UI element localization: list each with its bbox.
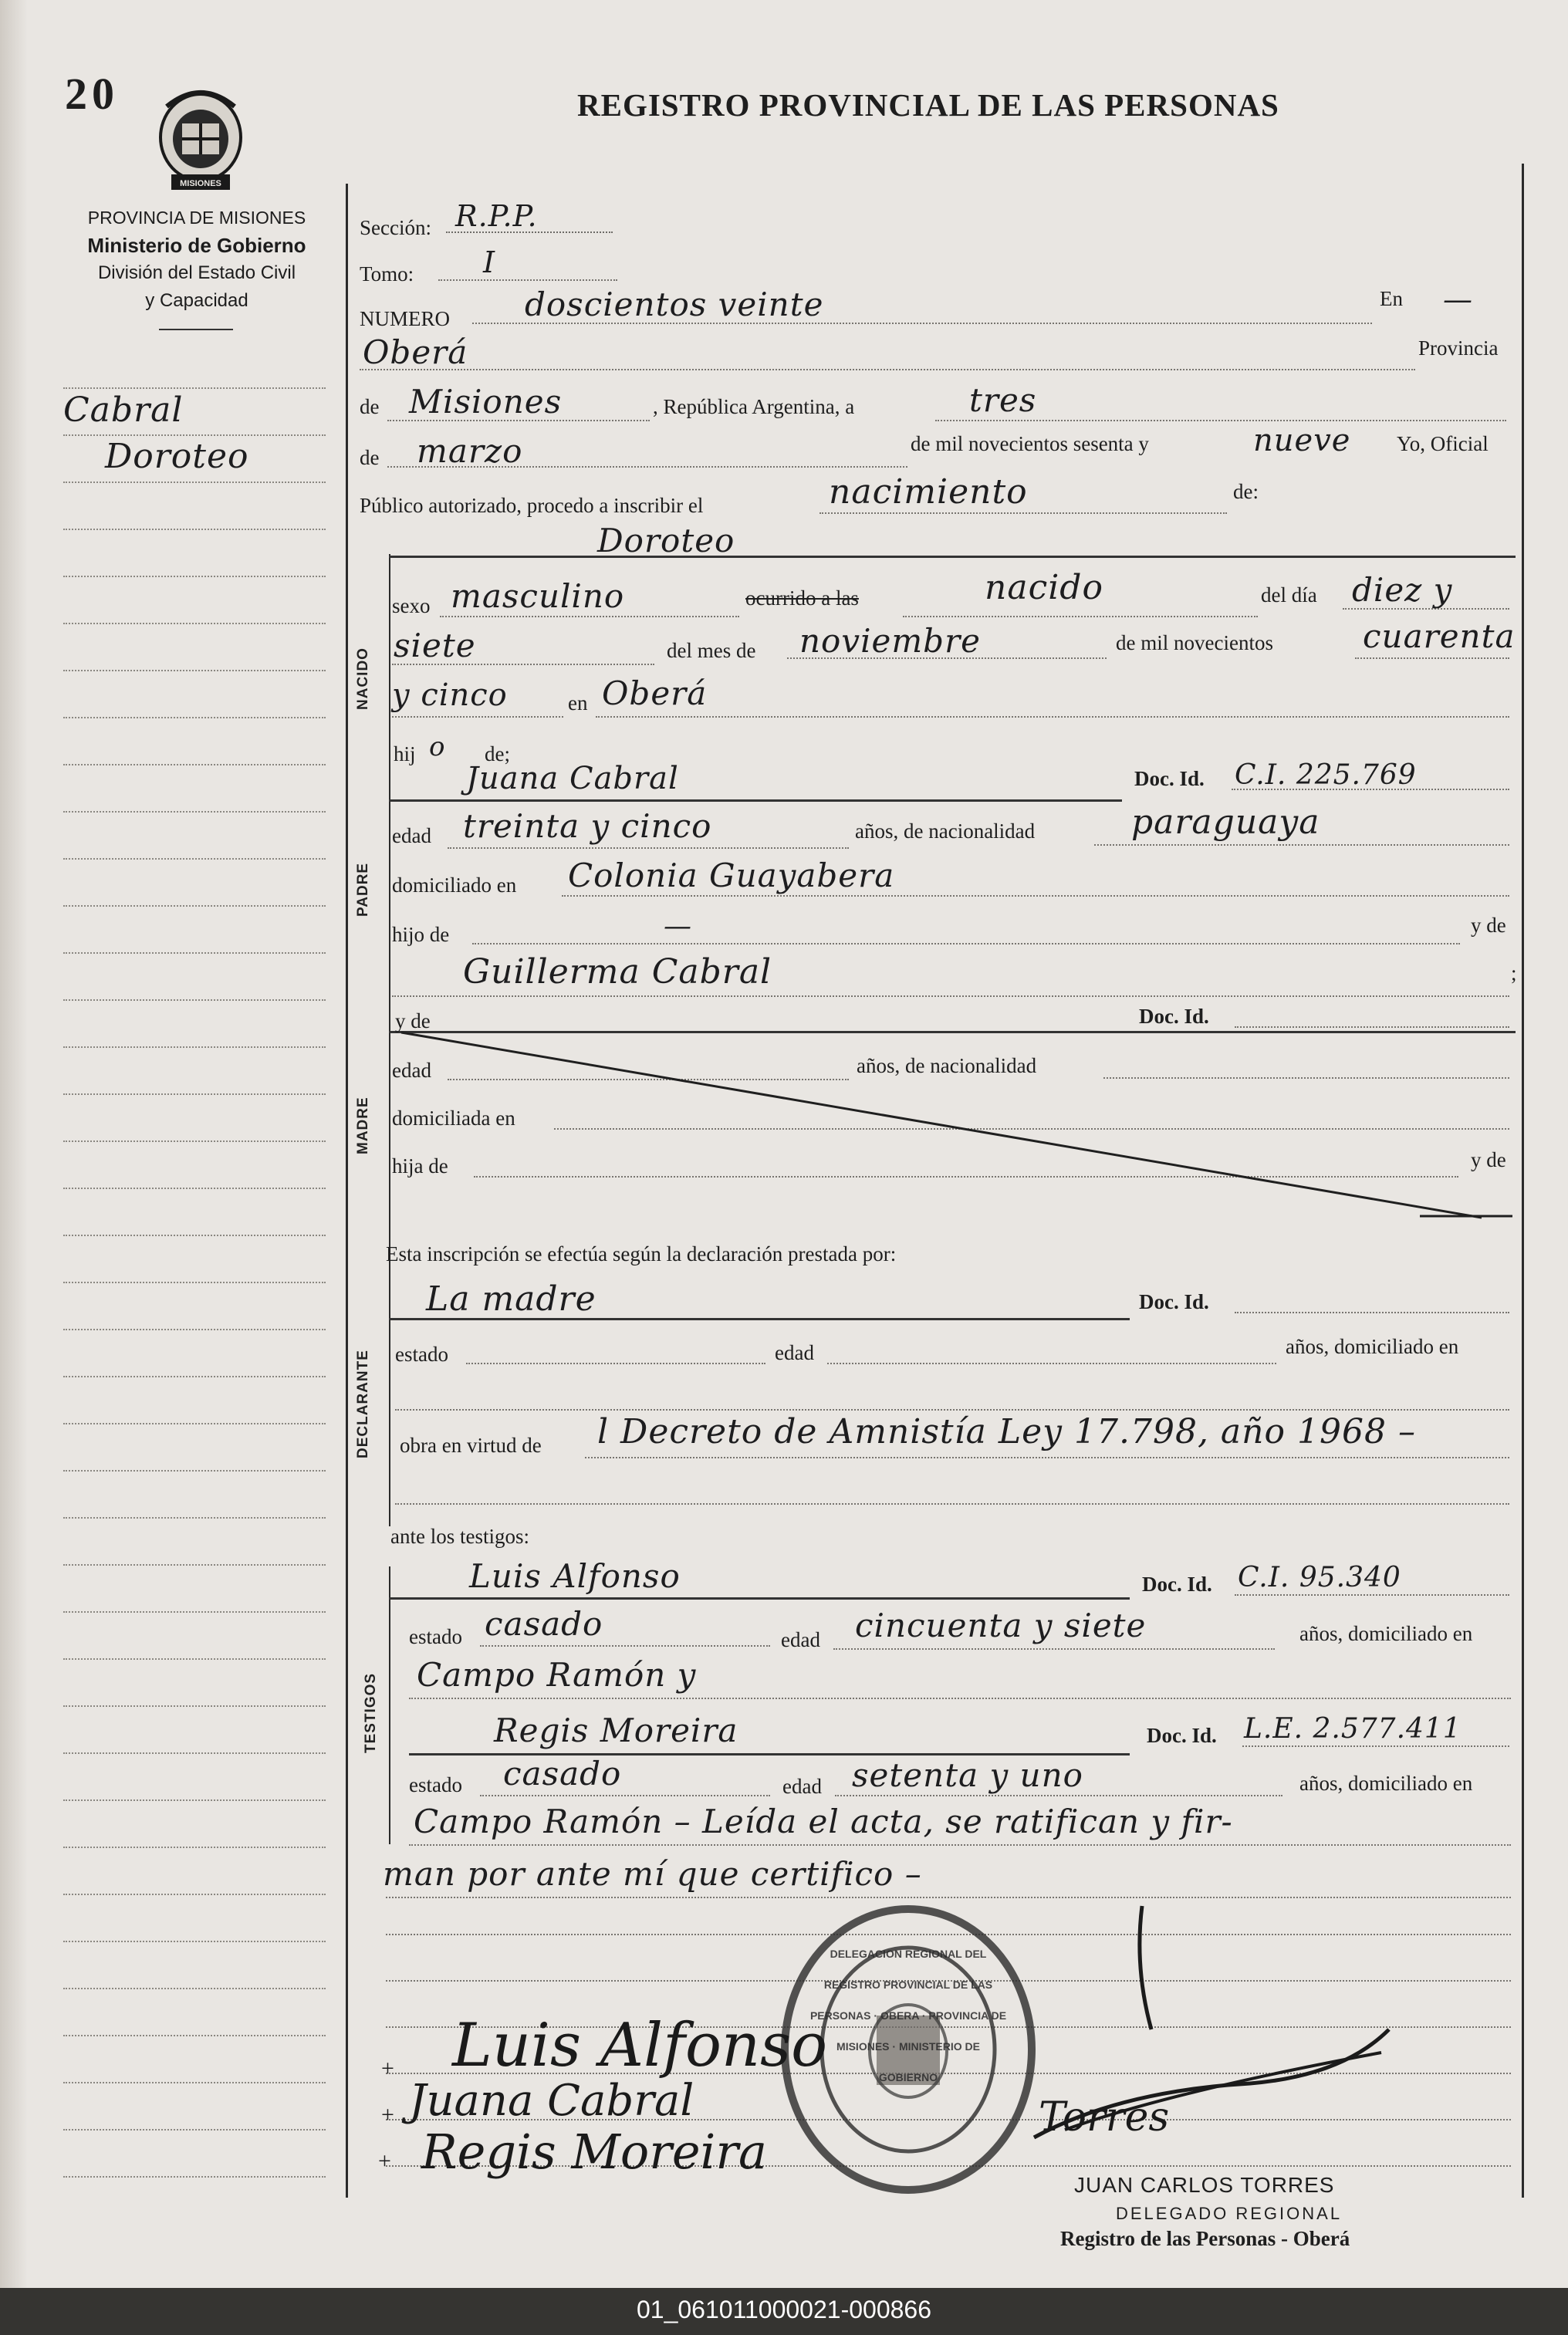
obra-field-2 [395,1503,1509,1505]
t1-name-line [389,1597,1130,1600]
padre-nacionalidad-field [1094,844,1509,846]
declarante-estado-label: estado [395,1343,448,1366]
t1-edad-label: edad [781,1628,820,1651]
margin-rule [63,670,326,671]
margin-rule [63,1282,326,1283]
padre-doc-label: Doc. Id. [1134,767,1205,790]
sexo-field [440,616,739,617]
declarante-edad-field [827,1363,1276,1364]
madre-y-de-label: y de [395,1009,431,1032]
hijo-value: o [429,732,446,762]
margin-rule [63,764,326,765]
margin-rule [63,2129,326,2131]
province-value: Misiones [409,383,563,421]
margin-rule [63,905,326,907]
t2-estado-field [480,1795,770,1796]
org-line-2: Ministerio de Gobierno [87,234,306,257]
anio-field-2 [392,716,563,718]
margin-rule [63,529,326,530]
margin-rule [63,1093,326,1095]
republica-text: , República Argentina, a [653,395,855,418]
t1-domicilio-field [409,1698,1511,1699]
ocurrido-text: ocurrido a las [745,586,859,610]
padre-hijo-de-value: — [664,911,692,942]
en-label: En [1380,287,1403,310]
page-number: 20 [65,69,119,119]
padre-name-value: Juana Cabral [466,761,679,796]
madre-cancel-strike [386,1026,1520,1227]
sexo-label: sexo [392,594,431,617]
del-mes-label: del mes de [667,639,756,662]
margin-rule [63,1988,326,1989]
padre-doc-value: C.I. 225.769 [1235,759,1417,791]
numero-value: doscientos veinte [525,286,824,323]
t2-estado-label: estado [409,1773,462,1796]
margin-rule [63,1376,326,1377]
margin-rule [63,482,326,483]
city-value: Oberá [363,333,468,371]
svg-text:MISIONES: MISIONES [180,179,221,188]
anio-value: cuarenta [1363,617,1516,655]
official-name: JUAN CARLOS TORRES [1074,2173,1335,2197]
image-id-bar [0,2288,1568,2335]
padre-edad-value: treinta y cinco [463,807,712,845]
tomo-value: I [483,245,496,279]
padre-domicilio-field [562,895,1509,897]
nacido-value: nacido [985,568,1103,607]
hijo-de-label: de; [485,742,510,765]
margin-rule [63,2176,326,2178]
inner-section-line-3 [389,1566,390,1844]
margin-rule [63,1658,326,1660]
margin-rule [63,717,326,718]
cross-mark-3: + [378,2148,391,2174]
margin-rule [63,2082,326,2083]
margin-rule [63,1752,326,1754]
margin-rule [63,999,326,1001]
t1-doc-label: Doc. Id. [1142,1573,1212,1596]
dia-value: diez y [1352,571,1453,609]
obra-field [585,1457,1509,1458]
official-signature: Torres [1039,2094,1170,2141]
nacido-name-line [389,556,1516,558]
image-id-text: 01_061011000021-000866 [636,2296,931,2323]
closing-value: man por ante mí que certifico – [383,1855,922,1893]
t2-doc-value: L.E. 2.577.411 [1244,1713,1462,1745]
margin-rule [63,434,326,436]
t1-doc-value: C.I. 95.340 [1238,1562,1401,1593]
tomo-label: Tomo: [360,262,414,286]
declarante-estado-field [466,1363,765,1364]
margin-rule [63,1235,326,1236]
madre-y-de: y de [1471,1148,1506,1171]
city-field [360,369,1415,370]
lugar-field [596,716,1509,718]
stamp-text: DELEGACION REGIONAL DEL REGISTRO PROVINCIAL DE LAS PERSONAS · OBERA · PROVINCIA DE MISIONES · MINISTERIO DE GOBIERNO [809,1948,1007,2083]
padre-domicilio-label: domiciliado en [392,874,517,897]
margin-rule [63,576,326,577]
margin-rule [63,623,326,624]
tomo-field [438,279,617,281]
margin-rule [63,1564,326,1566]
org-line-3: División del Estado Civil [97,262,296,283]
t2-edad-value: setenta y uno [852,1756,1083,1794]
margin-rule [63,1188,326,1189]
signature-1: Luis Alfonso [452,2011,828,2080]
signature-2: Juana Cabral [409,2076,694,2126]
declarante-section-label: DECLARANTE [355,1350,371,1458]
t1-estado-value: casado [485,1605,603,1643]
padre-name-line [389,799,1122,802]
margin-rule [63,387,326,389]
act-value: nacimiento [829,472,1028,512]
margin-rule [63,1470,326,1472]
t2-edad-field [835,1795,1282,1796]
margin-rule [63,2035,326,2036]
madre-doc-label: Doc. Id. [1139,1005,1209,1028]
del-dia-label: del día [1261,583,1317,607]
margin-rule [63,1847,326,1848]
margin-rule [63,1941,326,1942]
yo-oficial-text: Yo, Oficial [1397,432,1489,455]
t1-edad-field [833,1648,1275,1650]
hijo-label: hij [394,742,416,765]
org-line-1: PROVINCIA DE MISIONES [87,208,306,228]
t2-doc-field [1242,1745,1509,1747]
year-value: nueve [1253,423,1351,458]
t1-name-value: Luis Alfonso [469,1557,681,1595]
testigos-intro: ante los testigos: [390,1525,529,1548]
padre-edad-label: edad [392,824,431,847]
cross-mark-1: + [381,2056,394,2081]
signature-3: Regis Moreira [421,2124,767,2180]
t2-domicilio-label: años, domiciliado en [1299,1772,1473,1795]
obra-label: obra en virtud de [400,1434,542,1457]
official-office: Registro de las Personas - Oberá [1060,2227,1350,2250]
nacido-name-value: Doroteo [597,522,735,559]
margin-rule [63,1046,326,1048]
declarante-doc-field [1235,1312,1509,1313]
left-border-line [346,184,348,2198]
padre-y-de: y de [1471,914,1506,937]
madre-section-label: MADRE [355,1097,371,1154]
t2-domicilio-field [409,1844,1511,1846]
en-value: — [1443,282,1473,316]
month-value: marzo [417,432,523,470]
right-border-line [1522,164,1524,2198]
padre-madre-name-value: Guillerma Cabral [463,952,772,992]
sexo-value: masculino [451,577,625,615]
padre-hijo-de-field [472,943,1460,944]
anio-field [1355,657,1509,659]
de-colon: de: [1233,480,1259,503]
declarante-edad-label: edad [775,1341,814,1364]
seccion-value: R.P.P. [455,199,538,233]
nacido-field [903,616,1258,617]
margin-rule [63,952,326,954]
cross-mark-2: + [381,2102,394,2127]
padre-nacionalidad-label: años, de nacionalidad [855,819,1036,843]
numero-label: NUMERO [360,307,451,330]
padre-semicolon: ; [1511,961,1517,985]
testigos-section-label: TESTIGOS [363,1672,379,1753]
margin-rule [63,1894,326,1895]
margin-rule [63,858,326,860]
padre-edad-field [448,847,849,849]
provincia-label: Provincia [1418,336,1499,360]
org-underline [159,329,233,330]
year-text: de mil novecientos sesenta y [911,432,1149,455]
padre-domicilio-value: Colonia Guayabera [568,857,895,894]
margin-rule [63,811,326,813]
act-field [819,512,1227,514]
t1-domicilio-value: Campo Ramón y [417,1656,697,1694]
declarante-name-value: La madre [426,1279,596,1319]
padre-nacionalidad-value: paraguaya [1131,803,1320,842]
t1-estado-field [480,1645,770,1647]
day-value: tres [969,381,1037,419]
margin-given-name: Doroteo [105,437,249,476]
lugar-value: Oberá [602,674,708,712]
madre-domicilio-label: domiciliada en [392,1107,515,1130]
margin-rule [63,1423,326,1424]
org-line-4: y Capacidad [145,290,248,311]
t1-estado-label: estado [409,1625,462,1648]
mil-text: de mil novecientos [1116,631,1273,654]
margin-rule [63,1799,326,1801]
t1-edad-value: cincuenta y siete [855,1607,1147,1644]
padre-hijo-de-label: hijo de [392,923,450,946]
de-label-2: de [360,446,380,469]
publico-text: Público autorizado, procedo a inscribir el [360,494,704,517]
declarante-domicilio-field [395,1409,1509,1411]
t1-domicilio-label: años, domiciliado en [1299,1622,1473,1645]
margin-rule [63,1611,326,1613]
province-seal [151,83,250,201]
seccion-label: Sección: [360,216,431,239]
anio-value-2: y cinco [392,678,508,713]
day-field [935,420,1506,421]
t2-name-value: Regis Moreira [494,1712,738,1749]
nacido-section-label: NACIDO [355,647,371,710]
padre-madre-name-field [392,995,1509,997]
mes-value: noviembre [799,622,981,660]
declarante-doc-label: Doc. Id. [1139,1290,1209,1313]
en-label: en [568,691,588,715]
madre-nacionalidad-label: años, de nacionalidad [857,1054,1037,1077]
padre-section-label: PADRE [355,862,371,917]
issuing-organization [46,204,347,315]
t1-doc-field [1235,1594,1509,1596]
dia-value-2: siete [394,627,476,664]
t2-doc-label: Doc. Id. [1147,1724,1217,1747]
madre-edad-label: edad [392,1059,431,1082]
declarante-domicilio-label: años, domiciliado en [1286,1335,1459,1358]
margin-rule [63,1140,326,1142]
t2-edad-label: edad [782,1775,822,1798]
document-title: REGISTRO PROVINCIAL DE LAS PERSONAS [577,87,1279,123]
margin-surname: Cabral [63,390,184,430]
official-title: DELEGADO REGIONAL [1116,2204,1343,2223]
de-label: de [360,395,380,418]
margin-rule [63,1517,326,1519]
declarante-intro: Esta inscripción se efectúa según la declaración prestada por: [386,1242,897,1265]
margin-rule [63,1329,326,1330]
madre-hija-de-label: hija de [392,1154,448,1178]
margin-rule [63,1705,326,1707]
t2-domicilio-value: Campo Ramón – Leída el acta, se ratifican y fir- [414,1803,1233,1840]
t2-estado-value: casado [503,1755,622,1793]
obra-value: l Decreto de Amnistía Ley 17.798, año 1968 – [597,1412,1416,1451]
